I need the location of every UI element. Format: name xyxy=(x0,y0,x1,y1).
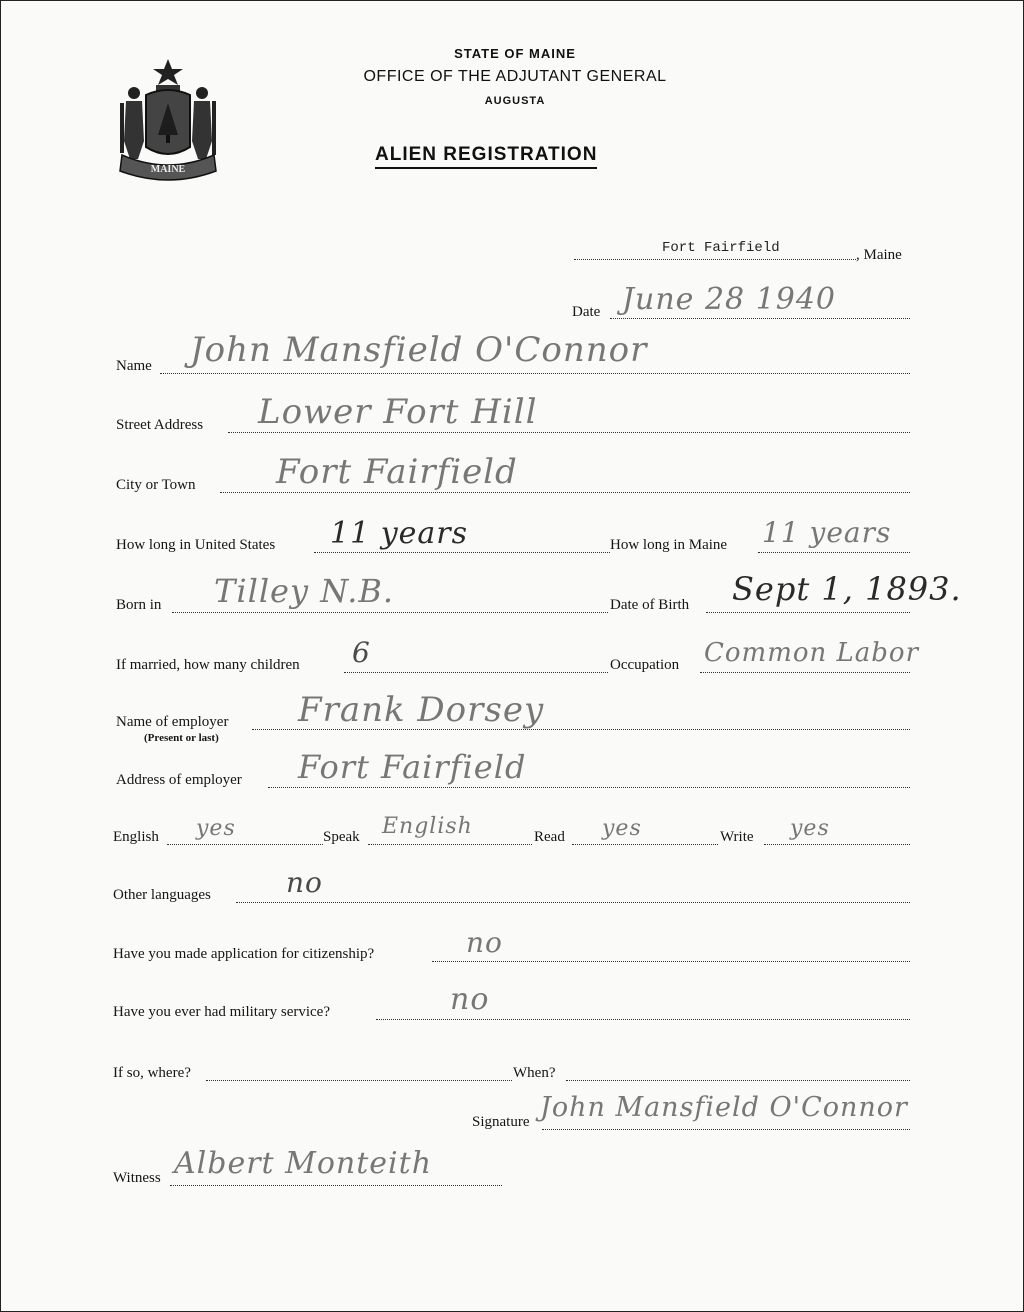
place-line xyxy=(574,259,856,260)
witness-value: Albert Monteith xyxy=(174,1146,433,1181)
write-label: Write xyxy=(720,829,754,845)
citizenship-line xyxy=(432,961,910,962)
occupation-value: Common Labor xyxy=(704,638,920,668)
children-line xyxy=(344,672,608,673)
write-line xyxy=(764,844,910,845)
occupation-line xyxy=(700,672,910,673)
signature-value: John Mansfield O'Connor xyxy=(540,1092,908,1123)
signature-line xyxy=(542,1129,910,1130)
military-label: Have you ever had military service? xyxy=(113,1004,330,1020)
military-line xyxy=(376,1019,910,1020)
employer-address-line xyxy=(268,787,910,788)
military-value: no xyxy=(450,982,490,1017)
when-label: When? xyxy=(513,1065,556,1081)
seal-text: MAINE xyxy=(150,164,186,175)
maine-state-seal-icon xyxy=(112,55,224,185)
maine-years-line xyxy=(758,552,910,553)
when-line xyxy=(566,1080,910,1081)
english-value: yes xyxy=(196,816,236,841)
dob-label: Date of Birth xyxy=(610,597,690,613)
maine-years-label: How long in Maine xyxy=(610,537,728,553)
street-label: Street Address xyxy=(116,417,204,433)
name-line xyxy=(160,373,910,374)
where-label: If so, where? xyxy=(113,1065,191,1081)
employer-address-label: Address of employer xyxy=(116,772,242,788)
street-line xyxy=(228,432,910,433)
employer-address-value: Fort Fairfield xyxy=(298,748,527,786)
children-value: 6 xyxy=(352,636,371,669)
date-value: June 28 1940 xyxy=(622,282,837,317)
other-languages-label: Other languages xyxy=(113,887,211,903)
date-line xyxy=(610,318,910,319)
read-line xyxy=(572,844,718,845)
name-value: John Mansfield O'Connor xyxy=(190,330,648,370)
place-suffix: , Maine xyxy=(856,247,902,263)
english-line xyxy=(167,844,323,845)
name-label: Name xyxy=(116,358,152,374)
citizenship-label: Have you made application for citizenship? xyxy=(113,946,375,962)
signature-label: Signature xyxy=(472,1114,530,1130)
us-years-label: How long in United States xyxy=(116,537,276,553)
speak-label: Speak xyxy=(323,829,360,845)
occupation-label: Occupation xyxy=(610,657,680,673)
city-line xyxy=(220,492,910,493)
employer-sublabel: (Present or last) xyxy=(144,732,219,744)
employer-label: Name of employer xyxy=(116,714,229,730)
write-value: yes xyxy=(790,816,830,841)
born-value: Tilley N.B. xyxy=(214,572,395,610)
witness-line xyxy=(170,1185,502,1186)
other-languages-line xyxy=(236,902,910,903)
speak-line xyxy=(368,844,532,845)
city-value: Fort Fairfield xyxy=(276,452,518,492)
header-office: OFFICE OF THE ADJUTANT GENERAL xyxy=(363,68,667,85)
children-label: If married, how many children xyxy=(116,657,300,673)
born-line xyxy=(172,612,608,613)
date-label: Date xyxy=(572,304,601,320)
street-value: Lower Fort Hill xyxy=(258,392,538,432)
us-years-value: 11 years xyxy=(330,516,469,551)
us-years-line xyxy=(314,552,610,553)
dob-value: Sept 1, 1893. xyxy=(732,570,962,608)
read-label: Read xyxy=(534,829,565,845)
read-value: yes xyxy=(602,816,642,841)
maine-years-value: 11 years xyxy=(762,516,892,549)
other-languages-value: no xyxy=(286,866,323,899)
form-title: ALIEN REGISTRATION xyxy=(375,144,597,169)
english-label: English xyxy=(113,829,159,845)
speak-value: English xyxy=(382,814,473,839)
citizenship-value: no xyxy=(466,926,503,959)
header-city: AUGUSTA xyxy=(484,95,546,107)
where-line xyxy=(206,1080,512,1081)
witness-label: Witness xyxy=(113,1170,161,1186)
employer-value: Frank Dorsey xyxy=(298,690,545,730)
city-label: City or Town xyxy=(116,477,196,493)
dob-line xyxy=(706,612,910,613)
born-label: Born in xyxy=(116,597,162,613)
header-state: STATE OF MAINE xyxy=(454,46,576,61)
place-value: Fort Fairfield xyxy=(662,240,780,256)
